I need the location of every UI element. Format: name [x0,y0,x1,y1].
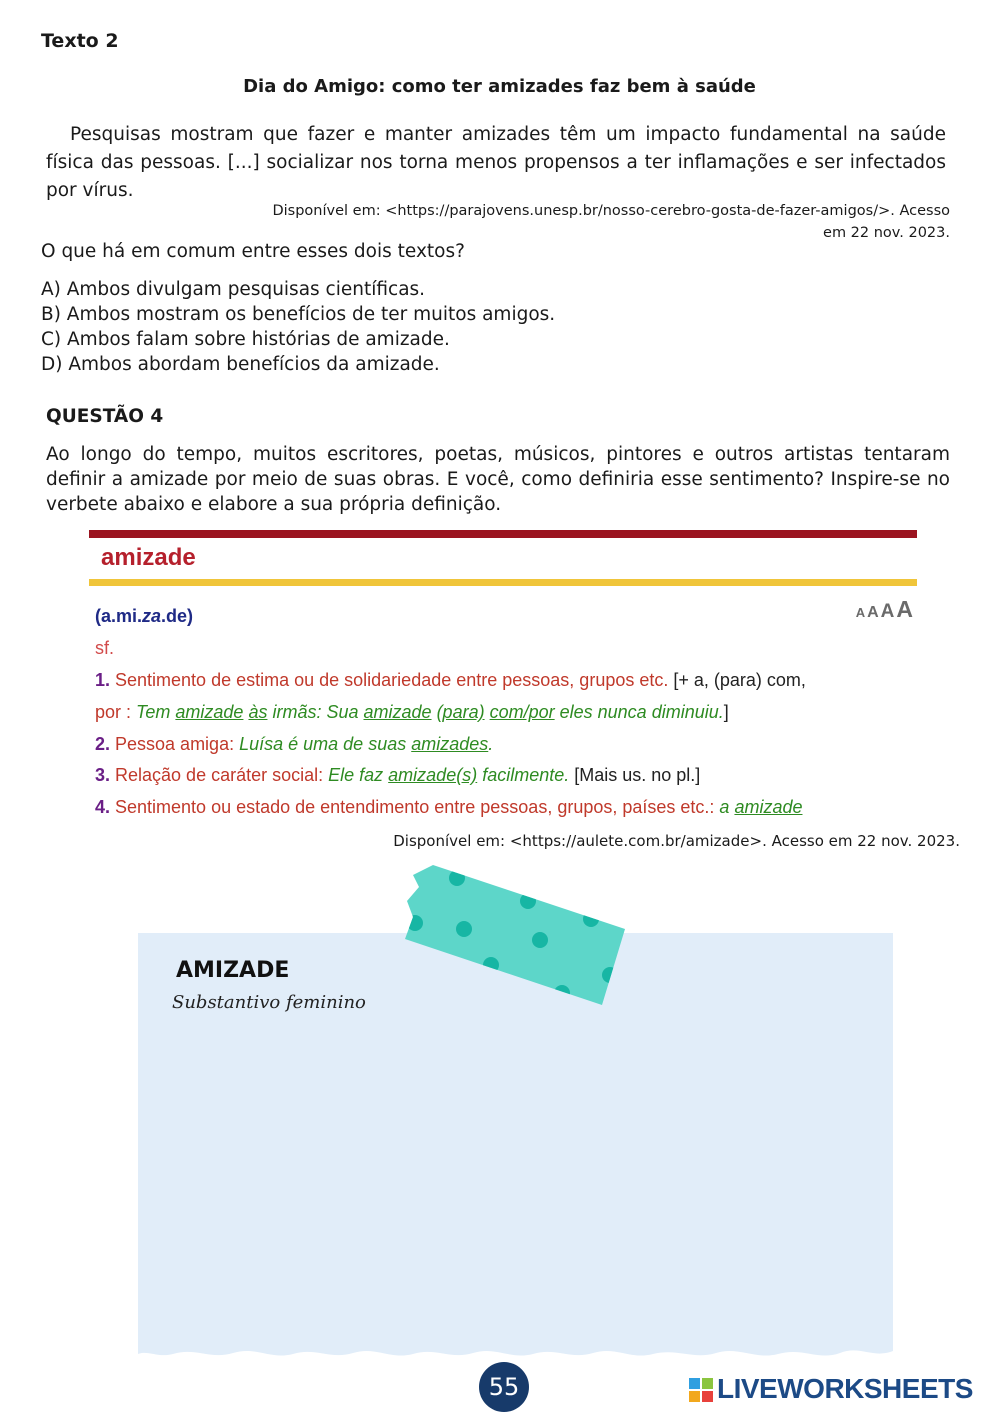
definition-number: 2. [95,734,111,754]
definition-text: Sentimento ou estado de entendimento entre pessoas, grupos, países etc. [110,797,710,817]
example-link[interactable]: com/por [489,702,555,722]
example-text: facilmente. [477,765,570,785]
example-link[interactable]: amizades [411,734,489,754]
font-size-m-button[interactable]: A [880,601,895,622]
definition-colon: : [229,734,240,754]
question4-text: Ao longo do tempo, muitos escritores, poetas, músicos, pintores e outros artistas tentaram definir a amizade por meio de suas obras. E você, como definiria esse sentimento? Inspire-se no verbete abaixo e elabore a sua própria definição. [46,444,950,515]
example-text: a [719,797,735,817]
definition-colon: : [318,765,329,785]
article-title: Dia do Amigo: como ter amizades faz bem à saúde [243,76,756,97]
example-text: . [488,734,494,754]
example-link[interactable]: amizade(s) [388,765,478,785]
definition-colon: : [709,797,720,817]
article-source-line2: em 22 nov. 2023. [823,225,950,241]
definition-colon: : [121,702,137,722]
example-link[interactable]: amizade [734,797,803,817]
card-title: AMIZADE [176,958,290,983]
option-a[interactable]: A) Ambos divulgam pesquisas científicas. [41,279,426,300]
definition-1-cont [95,702,729,723]
example-link[interactable]: às [248,702,268,722]
text-label: Texto 2 [41,30,119,52]
example-text: Luísa é uma de suas [239,734,412,754]
dictionary-syllables [95,606,193,627]
card-subtitle: Substantivo feminino [172,992,366,1013]
answer-options [41,277,555,377]
definition-por: por [95,702,122,722]
example-text: eles nunca diminuiu. [554,702,724,722]
font-size-controls [854,596,913,623]
question4-heading: QUESTÃO 4 [46,406,164,427]
page-number-badge: 55 [479,1362,529,1412]
definition-2 [95,734,493,755]
font-size-xs-button[interactable]: A [855,605,866,620]
option-b[interactable]: B) Ambos mostram os benefícios de ter muitos amigos. [41,304,556,325]
definition-1 [95,670,806,691]
example-text: Ele faz [328,765,389,785]
article-source [200,200,950,244]
syllables-part-a: (a.mi. [95,606,143,626]
dictionary-part-of-speech: sf. [95,638,115,658]
definition-number: 1. [95,670,111,690]
definition-bracket-close: ] [723,702,729,722]
option-c[interactable]: C) Ambos falam sobre histórias de amizade. [41,329,450,350]
tape-decoration [405,865,630,1010]
definition-text: Relação de caráter social [110,765,319,785]
syllables-part-c: .de) [161,606,194,626]
example-link[interactable]: (para) [436,702,485,722]
definition-3 [95,765,700,786]
font-size-l-button[interactable]: A [896,596,913,622]
dictionary-yellow-bar [89,579,917,586]
liveworksheets-logo-icon [689,1378,713,1402]
definition-grammar: [+ a, (para) com, [673,670,806,690]
article-paragraph: Pesquisas mostram que fazer e manter amizades têm um impacto fundamental na saúde física das pessoas. [...] socializar nos torna menos propensos a ter inflamações e ser infectados por vírus. [46,124,946,201]
brand-name: LIVEWORKSHEETS [717,1373,973,1404]
dictionary-word: amizade [101,544,196,571]
font-size-s-button[interactable]: A [867,604,879,621]
question-prompt: O que há em comum entre esses dois textos? [41,241,465,262]
dictionary-top-bar [89,530,917,538]
example-text: Tem [136,702,176,722]
definition-text: Pessoa amiga [110,734,230,754]
example-link[interactable]: amizade [175,702,244,722]
example-text: irmãs: Sua [267,702,364,722]
dictionary-source: Disponível em: <https://aulete.com.br/amizade>. Acesso em 22 nov. 2023. [393,832,960,850]
definition-number: 3. [95,765,111,785]
option-d[interactable]: D) Ambos abordam benefícios da amizade. [41,354,440,375]
definition-grammar: [Mais us. no pl.] [569,765,701,785]
example-link[interactable]: amizade [363,702,432,722]
syllables-stressed: za [142,606,162,626]
definition-number: 4. [95,797,111,817]
article-source-line1: Disponível em: <https://parajovens.unesp.br/nosso-cerebro-gosta-de-fazer-amigos/>. Acesso [272,203,950,219]
definition-4 [95,797,802,818]
dictionary-entry [89,530,917,825]
definition-text: Sentimento de estima ou de solidariedade entre pessoas, grupos etc. [110,670,674,690]
